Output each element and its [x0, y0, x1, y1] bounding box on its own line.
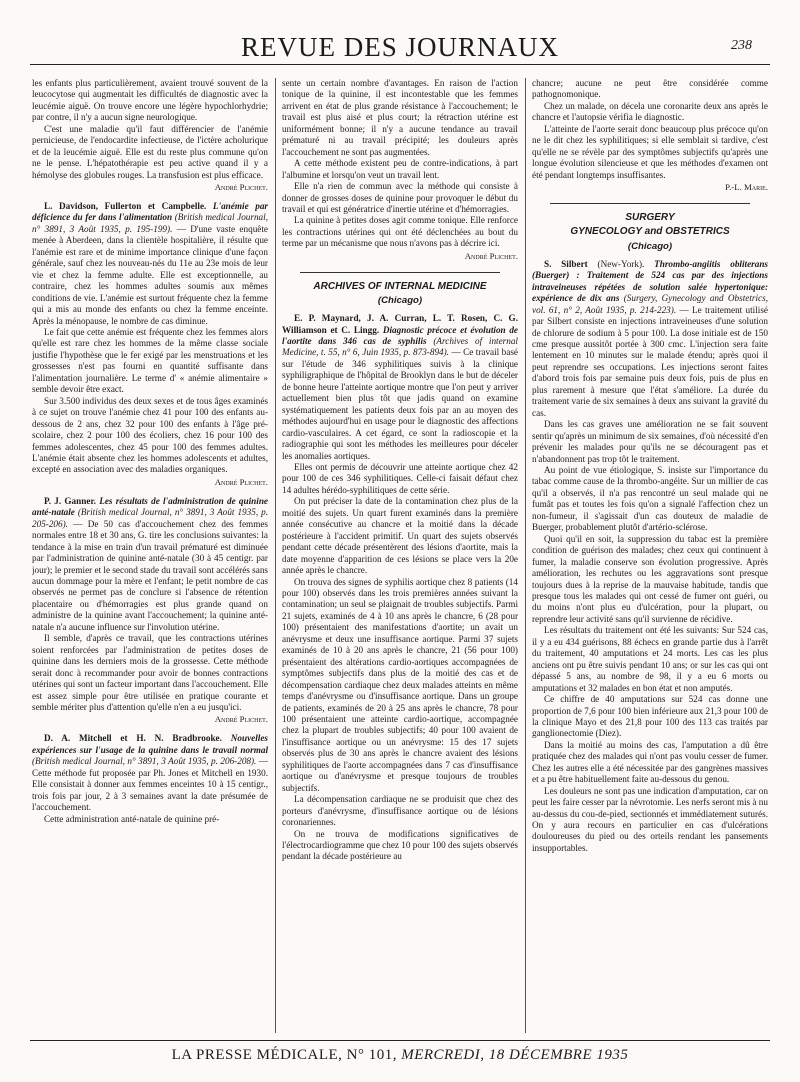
- paragraph: La décompensation cardiaque ne se produisit que chez des porteurs d'anévrysme, d'insuffisance aortique ou de lésions coronariennes.: [282, 794, 518, 828]
- paragraph: Ce chiffre de 40 amputations sur 524 cas donne une proportion de 7,6 pour 100 bien inférieure aux 21,3 pour 100 de la clinique Mayo et des 21,8 pour 100 des 113 cas traités par ganglionectomie (Diez).: [532, 694, 768, 739]
- paragraph: L'atteinte de l'aorte serait donc beaucoup plus précoce qu'on ne le dit chez les syphilitiques; si elle semblait si tardive, c'est qu'elle ne se révèle par des symptômes subjectifs qu'après une longue évolution silencieuse et que les méthodes d'examen ont été pendant longtemps insuffisantes.: [532, 123, 768, 180]
- page-header: [30, 30, 770, 65]
- paragraph: Les douleurs ne sont pas une indication d'amputation, car on peut les faire cesser par la névrotomie. Les nerfs seront mis à nu au-dessus du cou-de-pied, sectionnés et immédiatement suturés. On y aura recours en particulier en cas d'ulcérations douloureuses du pied ou des orteils rendant les pansements insupportables.: [532, 785, 768, 853]
- signature: André Plichet.: [214, 476, 268, 487]
- article-citation: (British medical Journal, n° 3891, 3 Août 1935, p. 206-208).: [32, 756, 257, 767]
- column-2: [282, 78, 518, 1033]
- paragraph: Quoi qu'il en soit, la suppression du tabac est la première condition de guérison des malades; chez ceux qui continuent à fumer, la maladie conserve son évolution progressive. Après amélioration, les rechutes ou les aggravations sont presque toujours dues à la reprise de la mauvaise habitude, tandis que presque tous les malades qui ont cessé de fumer ont guéri, ou du moins n'ont plus eu d'ulcération, pour la plupart, ou reprendre leur activité sans qu'il survienne de récidive.: [532, 533, 768, 624]
- journal-name: ARCHIVES OF INTERNAL MEDICINE: [313, 280, 487, 292]
- page-number: 238: [731, 38, 752, 53]
- article-maynard: [282, 313, 518, 863]
- paragraph: — D'une vaste enquête menée à Aberdeen, dans la clientèle hospitalière, il résulte que l'anémie est rare et de minime importance clinique d'une façon générale, sauf chez les nouveau-nés du 11e au 23e mois de leur vie et chez la femme adulte. Elle est exceptionnelle, au contraire, chez les hommes adultes soumis aux mêmes conditions de vie. L'anémie est surtout fréquente chez la femme qui a mis au monde des enfants ou chez la femme enceinte. Après la ménopause, le nombre de cas diminue.: [32, 223, 268, 326]
- paragraph: A cette méthode existent peu de contre-indications, à part l'albumine et lorsqu'on veut un travail lent.: [282, 158, 518, 180]
- journal-section-title: REVUE DES JOURNAUX: [240, 32, 559, 62]
- article-authors: S. Silbert: [544, 258, 588, 269]
- section-separator: [300, 272, 500, 273]
- paragraph: On trouva des signes de syphilis aortique chez 8 patients (14 pour 100) observés dans les trois premières années suivant la contamination; un seul se plaignait de troubles subjectifs. Parmi 21 sujets, examinés de 4 à 10 ans après le chancre, 6 (28 pour 100) présentaient des manifestations d'aortite; un avait un anévrysme et deux une insuffisance aortique. Parmi 37 sujets examinés de 10 à 20 ans après le chancre, 21 (56 pour 100) présentaient des altérations cardio-aortiques accompagnées de symptômes subjectifs dans plus de la moitié des cas et de décompensation cardiaque chez deux malades atteints en même temps d'anévrysme ou d'insuffisance aortique. Dans un groupe de patients, examinés de 20 à 25 ans après le chancre, 78 pour 100 présentaient une atteinte cardio-aortique, accompagnée chez la plupart de troubles subjectifs; 40 pour 100 avaient de l'insuffisance aortique ou un anévrysme: 15 des 17 sujets observés plus de 30 ans après le chancre avaient des lésions syphilitiques de l'aorte accompagnées dans 7 cas d'insuffisance aortique ou d'anévrysme et presque toujours de troubles subjectifs.: [282, 576, 518, 793]
- footer-date: MERCREDI, 18 DÉCEMBRE 1935: [401, 1047, 629, 1063]
- paragraph: Au point de vue étiologique, S. insiste sur l'importance du tabac comme cause de la thrombo-angéite. Sur un millier de cas qu'il a observés, il n'a pas rencontré un seul malade qui ne fumât pas et toutes les fois qu'on a signalé l'affection chez un non-fumeur, il s'agissait d'un cas douteux de maladie de Buerger, probablement plutôt d'artério-sclérose.: [532, 464, 768, 533]
- article-ganner: [32, 496, 268, 726]
- paragraph: Elle n'a rien de commun avec la méthode qui consiste à donner de grosses doses de quinine pour provoquer le début du travail et qui est génératrice d'inertie utérine et d'hémorragies.: [282, 181, 518, 214]
- article-heading: [32, 496, 268, 633]
- paragraph: Dans la moitié au moins des cas, l'amputation a dû être pratiquée chez des malades qui n'ont pas voulu cesser de fumer. Chez les autres elle a été nécessitée par des gangrènes massives et a pu être habituellement faite au-dessous du genou.: [532, 739, 768, 785]
- article-title: Diagnostic précoce et évolution de l'aortite dans 346 cas de syphilis: [282, 324, 518, 347]
- paragraph: — Cette méthode fut proposée par Ph. Jones et Mitchell en 1930. Elle consistait à donner aux femmes enceintes 10 à 15 centigr., trois fois par jour, 2 à 3 semaines avant la date présumée de l'accouchement.: [32, 756, 268, 813]
- article-citation: (British medical Journal, n° 3891, 3 Août 1935, p. 195-199).: [32, 212, 268, 234]
- paragraph: chancre; aucune ne peut être considérée comme pathognomonique.: [532, 78, 768, 100]
- article-authors: P. J. Ganner.: [44, 495, 96, 506]
- article-citation: (British medical Journal, n° 3891, 3 Août 1935, p. 205-206).: [32, 507, 268, 529]
- article-title: L'anémie par déficience du fer dans l'alimentation: [32, 201, 268, 223]
- column-1: [32, 78, 268, 1033]
- article-heading: [532, 259, 768, 419]
- paragraph: Dans les cas graves une amélioration ne se fait souvent sentir qu'après un minimum de six semaines, d'où nécessité d'en prévenir les malades pour qu'ils ne se découragent pas et n'abandonnent pas trop tôt le traitement.: [532, 419, 768, 464]
- article-authors: E. P. Maynard, J. A. Curran, L. T. Rosen, C. G. Williamson et C. Lingg.: [282, 313, 518, 335]
- page-body: [32, 78, 768, 1033]
- article-heading: [32, 201, 268, 327]
- article-heading: [32, 733, 268, 813]
- article-citation: (Archives of internal Medicine, t. 55, n° 6, Juin 1935, p. 873-894).: [282, 336, 518, 358]
- article-title: Thrombo-angiitis obliterans (Buerger) : Traitement de 524 cas par des injections intraveineuses répétées de solution salée hypertonique: expérience de dix ans: [532, 258, 768, 304]
- article-citation: (Surgery, Gynecology and Obstetrics, vol. 61, n° 2, Août 1935, p. 214-223).: [532, 293, 768, 315]
- article-silbert: [532, 259, 768, 855]
- article-title: Nouvelles expériences sur l'usage de la quinine dans le travail normal: [32, 733, 268, 755]
- section-separator: [550, 203, 750, 204]
- paragraph: Il semble, d'après ce travail, que les contractions utérines soient renforcées par l'administration de petites doses de quinine dans les derniers mois de la grossesse. Cette méthode serait donc à recommander pour avoir de bonnes contractions utérines qui sont un facteur important dans l'accouchement. Elle est assez simple pour être utilisée en pratique courante et semble mériter plus d'attention qu'elle n'en a eu jusqu'ici.: [32, 633, 268, 712]
- paragraph: Les résultats du traitement ont été les suivants: Sur 524 cas, il y a eu 434 guérisons, 88 échecs en grande partie dus à l'arrêt du traitement, 40 amputations et 24 morts. Les cas les plus anciens ont pu être suivis pendant 10 ans; or sur les cas qui ont dépassé 5 ans, au nombre de 98, il y a eu 6 morts ou amputations et 32 malades en bon état et non amputés.: [532, 625, 768, 693]
- paragraph: La quinine à petites doses agit comme tonique. Elle renforce les contractions utérines qui ont été déclenchées au bout du terme par un mécanisme que nous n'avons pas à décrire ici.: [282, 215, 518, 249]
- journal-city: (Chicago): [377, 295, 423, 307]
- journal-subtitle: GYNECOLOGY and OBSTETRICS: [570, 226, 730, 238]
- article-davidson: [32, 201, 268, 488]
- article-location: (New-York).: [597, 258, 645, 269]
- paragraph: On put préciser la date de la contamination chez plus de la moitié des sujets. Un quart furent examinés dans la première année consécutive au chancre et la moitié dans la décade postérieure à l'accident primitif. Un quart des sujets observés pendant cette décade présentèrent des lésions d'aortite, mais la date moyenne d'apparition de ces lésions se place vers la 20e année après le chancre.: [282, 496, 518, 576]
- footer-journal: LA PRESSE MÉDICALE, N° 101,: [171, 1047, 397, 1063]
- journal-city: (Chicago): [627, 240, 673, 252]
- paragraph: Le fait que cette anémie est fréquente chez les femmes alors qu'elle est rare chez les hommes de la même classe sociale justifie l'hypothèse que le fer exigé par les menstruations et les grossesses n'est pas fourni en quantité suffisante dans l'alimentation journalière. Le terme d' « anémie alimentaire » semble devoir être exact.: [32, 327, 268, 395]
- paragraph: Elles ont permis de découvrir une atteinte aortique chez 42 pour 100 de ces 346 syphilitiques. Celle-ci faisait défaut chez 14 adultes hérédo-syphilitiques de cette série.: [282, 462, 518, 495]
- article-authors: L. Davidson, Fullerton et Campbelle.: [44, 201, 207, 212]
- journal-name: SURGERY: [625, 212, 675, 224]
- paragraph: — Ce travail basé sur l'étude de 346 syphilitiques suivis à la clinique syphiligraphique de l'hôpital de Brooklyn dans le but de déceler de bonne heure l'atteinte aortique montre que l'on peut y arriver actuellement bien plus tôt que jadis quand on examine systématiquement les patients deux fois par an au moyen des méthodes aujourd'hui en usage pour le diagnostic des affections cardio-vasculaires. A cet égard, ce sont la radioscopie et la radiographie qui sont les méthodes les meilleures pour déceler les anomalies aortiques.: [282, 347, 518, 461]
- article-heading: [282, 313, 518, 462]
- page-footer: [30, 1040, 770, 1077]
- article-authors: D. A. Mitchell et H. N. Bradbrooke.: [44, 733, 222, 744]
- article-mitchell: [32, 733, 268, 825]
- paragraph: C'est une maladie qu'il faut différencier de l'anémie pernicieuse, de l'endocardite infectieuse, de l'ictère acholurique et de la leucémie aiguë. Elle est du reste plus commune qu'on ne le pense. L'hépatothérapie est peu active quand il y a hémolyse des globules rouges. La transfusion est plus efficace.: [32, 123, 268, 180]
- paragraph: Sur 3.500 individus des deux sexes et de tous âges examinés à ce sujet on trouve l'anémie chez 41 pour 100 des enfants au-dessous de 2 ans, chez 32 pour 100 des enfants à l'âge pré-scolaire, chez 2 pour 100 des écoliers, chez 16 pour 100 des femmes adolescentes, chez 45 pour 100 des femmes adultes. L'anémie était absente chez les hommes adolescents et adultes, excepté en association avec des maladies organiques.: [32, 395, 268, 475]
- paragraph: Cette administration anté-natale de quinine pré-: [44, 813, 220, 824]
- paragraph: — Le traitement utilisé par Silbert consiste en injections intraveineuses d'une solution de chlorure de sodium à 5 pour 100. La dose initiale est de 150 cme presque aussitôt portée à 300 cmc. L'injection sera faite lentement en 10 minutes sur le malade étendu; après quoi il peut reprendre ses occupations. Les injections seront faites d'abord trois fois par semaine puis deux fois, puis de plus en plus rarement à mesure que l'état s'améliore. La durée du traitement varie de six semaines à deux ans suivant la gravité du cas.: [532, 304, 768, 418]
- column-3: [532, 78, 768, 1033]
- paragraph: sente un certain nombre d'avantages. En raison de l'action tonique de la quinine, il est incontestable que les femmes arrivent en état de plus grande résistance à l'accouchement; le travail est plus aisé et plus court; la rétraction utérine est uniformément bonne; il n'y a aucune tendance au travail prématuré ni au travail précipité; les douleurs après l'accouchement ne sont pas augmentées.: [282, 78, 518, 157]
- signature: André Plichet.: [464, 250, 518, 261]
- signature: André Plichet.: [214, 714, 268, 725]
- paragraph: Chez un malade, on décela une coronarite deux ans après le chancre et l'autopsie vérifia le diagnostic.: [532, 100, 768, 123]
- paragraph: — De 50 cas d'accouchement chez des femmes normales entre 18 et 30 ans, G. tire les conclusions suivantes: la tendance à la mise en train d'un travail prématuré est diminuée par l'administration de quinine anté-natale (30 à 45 centigr. par jour); le premier et le second stade du travail sont accélérés sans aucun dommage pour la mère et l'enfant; le petit nombre de cas observés ne permet pas de conclure si l'absence de rétention placentaire ou d'hémorragies est plus grande quand on administre de la quinine avant l'accouchement; la quinine anté-natale n'a aucune influence sur l'involution utérine.: [32, 518, 268, 632]
- article-title: Les résultats de l'administration de quinine anté-natale: [32, 495, 268, 518]
- paragraph: les enfants plus particulièrement, avaient trouvé souvent de la leucocytose qui augmentait les difficultés de diagnostic avec la leucémie aiguë. On trouve encore une légère hypochlorhydrie; par contre, il n'y a aucun signe neurologique.: [32, 78, 268, 123]
- paragraph: On ne trouva de modifications significatives de l'électrocardiogramme que chez 10 pour 100 des sujets observés pendant la décade postérieure au: [282, 828, 518, 862]
- signature: P.-L. Marie.: [725, 182, 768, 193]
- signature: André Plichet.: [214, 182, 268, 193]
